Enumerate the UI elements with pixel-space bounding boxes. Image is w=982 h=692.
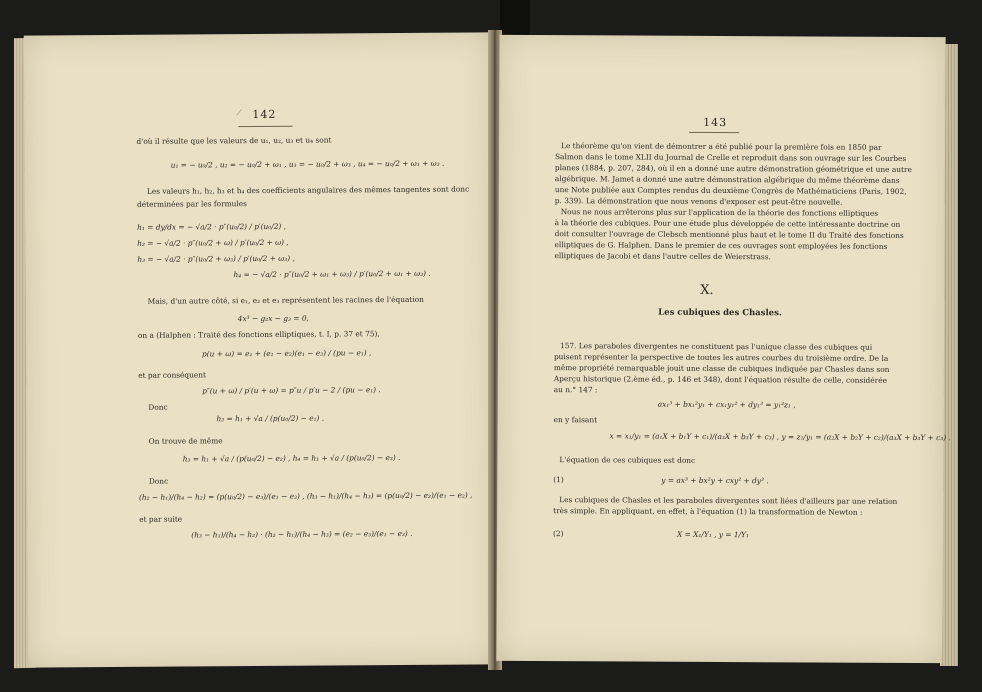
equation-cubic: 4x³ − g₂x − g₃ = 0, [237, 313, 309, 324]
pencil-mark: ⟋ [236, 108, 242, 118]
para4-line-1: Les cubiques de Chasles et les paraboles divergentes sont liées d'ailleurs par une relation [559, 495, 898, 506]
equation-147: ax₁³ + bx₁²y₁ + cx₁y₁² + dy₁³ = y₁²z₁ , [657, 399, 796, 410]
paragraph-4: et par conséquent [138, 370, 207, 380]
para1-line-2: Salmon dans le tome XLII du Journal de Crelle et reproduit dans son ouvrage sur les Courbes [554, 152, 907, 163]
para4-line-2: très simple. En appliquant, en effet, à l'équation (1) la transformation de Newton : [553, 506, 863, 517]
equation-ratio: p″(u + ω) / p′(u + ω) = p″u / p′u − 2 / (pu − e₁) . [202, 385, 381, 396]
equation-p: p(u + ω) = e₁ + (e₁ − e₂)(e₁ − e₃) / (pu − e₁) , [201, 348, 372, 359]
equation-h3-h4: h₃ = h₁ + √a / (p(u₀/2) − e₂) , h₄ = h₁ + √a / (p(u₀/2) − e₃) . [182, 453, 401, 464]
equation-h1: h₁ = dy/dx = − √a/2 · p″(u₀/2) / p′(u₀/2) , [137, 221, 287, 232]
words-en-y-faisant: en y faisant [553, 415, 598, 425]
page-number-right: 143 [703, 115, 728, 130]
equation-substitution: x = x₁/y₁ = (a₁X + b₁Y + c₁)/(a₃X + b₃Y + c₃) , y = z₁/y₁ = (a₂X + b₂Y + c₂)/(a₃X + b₃Y + c₃) . [609, 431, 951, 443]
para3-line-4: Aperçu historique (2.ème éd., p. 146 et 348), dont l'équation résulte de celle, considérée [553, 374, 887, 385]
equation-2: X = X₁/Y₁ , y = 1/Y₁ [677, 529, 749, 540]
para2-line-2: à la théorie des cubiques. Pour une étude plus développée de cette intéressante doctrine on [554, 218, 901, 229]
para1-line-6: p. 339). La démonstration que nous venons d'exposer est peut-être nouvelle. [554, 196, 843, 207]
para3-line-1: 157. Les paraboles divergentes ne constituent pas l'unique classe des cubiques qui [559, 341, 873, 352]
section-number: X. [700, 282, 714, 298]
para2-line-5: elliptiques de Jacobi et dans l'autre celles de Weierstrass. [554, 251, 771, 262]
para2-line-3: doit consulter l'ouvrage de Clebsch mentionné plus haut et le tome II du Traité des fonctions [554, 229, 904, 240]
para2-line-1: Nous ne nous arrêterons plus sur l'application de la théorie des fonctions elliptiques [560, 207, 879, 218]
intro-line: d'où il résulte que les valeurs de u₁, u₂, u₃ et u₄ sont [136, 135, 332, 146]
equation-1-label: (1) [553, 475, 564, 485]
paragraph-6: et par suite [139, 514, 183, 524]
right-page [496, 35, 951, 663]
equation-h2-h1: h₂ = h₁ + √a / (p(u₀/2) − e₁) . [216, 413, 325, 424]
paragraph-5: On trouve de même [148, 436, 223, 446]
para3-line-3: même propriété remarquable jouit une classe de cubiques indiquée par Chasles dans son [553, 363, 890, 374]
equation-h2: h₂ = − √a/2 · p″(u₀/2 + ω) / p′(u₀/2 + ω) , [137, 237, 289, 248]
page-number-left: 142 [252, 107, 277, 122]
equation-1: y = ax³ + bx²y + cxy² + dy³ . [661, 475, 769, 486]
paragraph-1a: Les valeurs h₁, h₂, h₃ et h₄ des coefficients angulaires des mêmes tangentes sont donc [146, 184, 470, 196]
section-title: Les cubiques des Chasles. [658, 307, 782, 319]
para1-line-5: une Note publiée aux Comptes rendus du deuxième Congrès de Mathématiciens (Paris, 1902, [554, 185, 907, 196]
page-number-rule [238, 126, 292, 127]
equation-fractions: (h₂ − h₁)/(h₄ − h₂) = (p(u₀/2) − e₃)/(e₁ − e₃) , (h₃ − h₁)/(h₄ − h₃) = (p(u₀/2) − e₂)/(e₁ − e₂) , [138, 490, 473, 502]
equation-2-label: (2) [553, 529, 564, 539]
left-page [24, 32, 494, 667]
page-number-rule-right [689, 132, 739, 133]
word-donc-2: Donc [148, 476, 169, 486]
paragraph-equation: L'équation de ces cubiques est donc [559, 455, 696, 465]
word-donc: Donc [148, 402, 168, 412]
equation-final: (h₃ − h₁)/(h₄ − h₂) · (h₂ − h₁)/(h₄ − h₃) = (e₂ − e₃)/(e₁ − e₃) . [191, 528, 413, 540]
para2-line-4: elliptiques de G. Halphen. Dans le premier de ces ouvrages sont employées les fonctions [554, 240, 888, 251]
para1-line-3: planes (1884, p. 207, 284), où il en a donné une autre démonstration géométrique et une autre [554, 163, 912, 174]
para3-line-5: au n.° 147 : [553, 385, 598, 395]
paragraph-3: on a (Halphen : Traité des fonctions elliptiques, t. I, p. 37 et 75), [137, 329, 380, 340]
paragraph-1b: déterminées par les formules [136, 199, 247, 209]
equation-h4: h₄ = − √a/2 · p″(u₀/2 + ω₁ + ω₃) / p′(u₀/2 + ω₁ + ω₃) . [233, 268, 431, 280]
equation-h3: h₃ = − √a/2 · p″(u₀/2 + ω₃) / p′(u₀/2 + ω₃) , [137, 253, 295, 264]
paragraph-2: Mais, d'un autre côté, si e₁, e₂ et e₃ représentent les racines de l'équation [147, 294, 424, 306]
para1-line-1: Le théorème qu'on vient de démontrer a été publié pour la première fois en 1850 par [561, 141, 882, 152]
para1-line-4: algébrique. M. Jamet a donné une autre démonstration algébrique du même théorème dans [554, 174, 900, 185]
para3-line-2: puisent représenter la perspective de toutes les autres courbes du troisième ordre. De la [553, 352, 889, 363]
equation-u: u₁ = − u₀/2 , u₂ = − u₀/2 + ω₁ , u₃ = − u₀/2 + ω₃ , u₄ = − u₀/2 + ω₁ + ω₃ . [170, 158, 445, 170]
